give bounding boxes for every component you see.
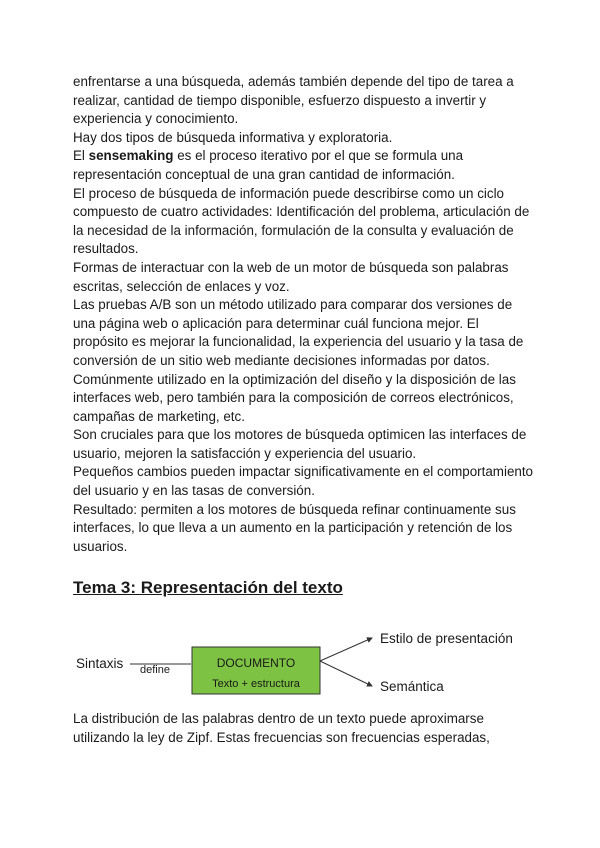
paragraph-zipf: La distribución de las palabras dentro de un texto puede aproximarse utilizando la ley de Zipf. Estas frecuencias son frecuencias esperadas, (73, 711, 490, 745)
document-diagram (70, 625, 540, 705)
paragraph-search-cycle: El proceso de búsqueda de información puede describirse como un ciclo compuesto de cuatro actividades: Identificación del problema, articulación de la necesidad de la información, formulación de la consulta y evaluación de resultados. (73, 185, 530, 257)
paragraph-result: Resultado: permiten a los motores de búsqueda refinar continuamente sus interfaces, lo que lleva a un aumento en la participación y retención de los usuarios. (73, 501, 516, 554)
sensemaking-definition: es el proceso iterativo por el que se formula una representación conceptual de una gran cantidad de información. (73, 148, 464, 182)
define-label: define (140, 664, 170, 676)
section-heading: Tema 3: Representación del texto (73, 578, 343, 597)
arrow-to-semantica (320, 661, 372, 686)
paragraph-sensemaking (73, 147, 533, 184)
paragraph-search-types: Hay dos tipos de búsqueda informativa y exploratoria. (73, 129, 393, 145)
paragraph-interaction-forms: Formas de interactuar con la web de un motor de búsqueda son palabras escritas, selección de enlaces y voz. (73, 259, 509, 294)
paragraph-task-factors: enfrentarse a una búsqueda, además también depende del tipo de tarea a realizar, cantidad de tiempo disponible, esfuerzo dispuesto a invertir y experiencia y conocimiento. (73, 74, 514, 127)
paragraph-ab-testing: Las pruebas A/B son un método utilizado para comparar dos versiones de una página web o aplicación para determinar cuál funciona mejor. El propósito es mejorar la funcionalidad, la experiencia del usuario y la tasa de conversión de un sitio web mediante decisiones informadas por datos. Comúnmente utilizado en la optimización del diseño y la disposición de las interfaces web, pero también para la composición de correos electrónicos, campañas de marketing, etc. (73, 297, 524, 424)
sensemaking-prefix: El (73, 148, 89, 164)
sintaxis-label: Sintaxis (76, 656, 124, 671)
sensemaking-term: sensemaking (88, 148, 174, 164)
semantica-label: Semántica (380, 679, 444, 694)
documento-subtitle: Texto + estructura (212, 678, 300, 690)
estilo-label: Estilo de presentación (380, 631, 513, 646)
arrow-to-estilo (320, 638, 372, 661)
paragraph-small-changes: Pequeños cambios pueden impactar significativamente en el comportamiento del usuario y en las tasas de conversión. (73, 464, 534, 499)
paragraph-ab-importance: Son cruciales para que los motores de búsqueda optimicen las interfaces de usuario, mejoren la satisfacción y experiencia del usuario. (73, 427, 527, 461)
body-text (73, 73, 533, 556)
documento-title: DOCUMENTO (216, 656, 296, 670)
